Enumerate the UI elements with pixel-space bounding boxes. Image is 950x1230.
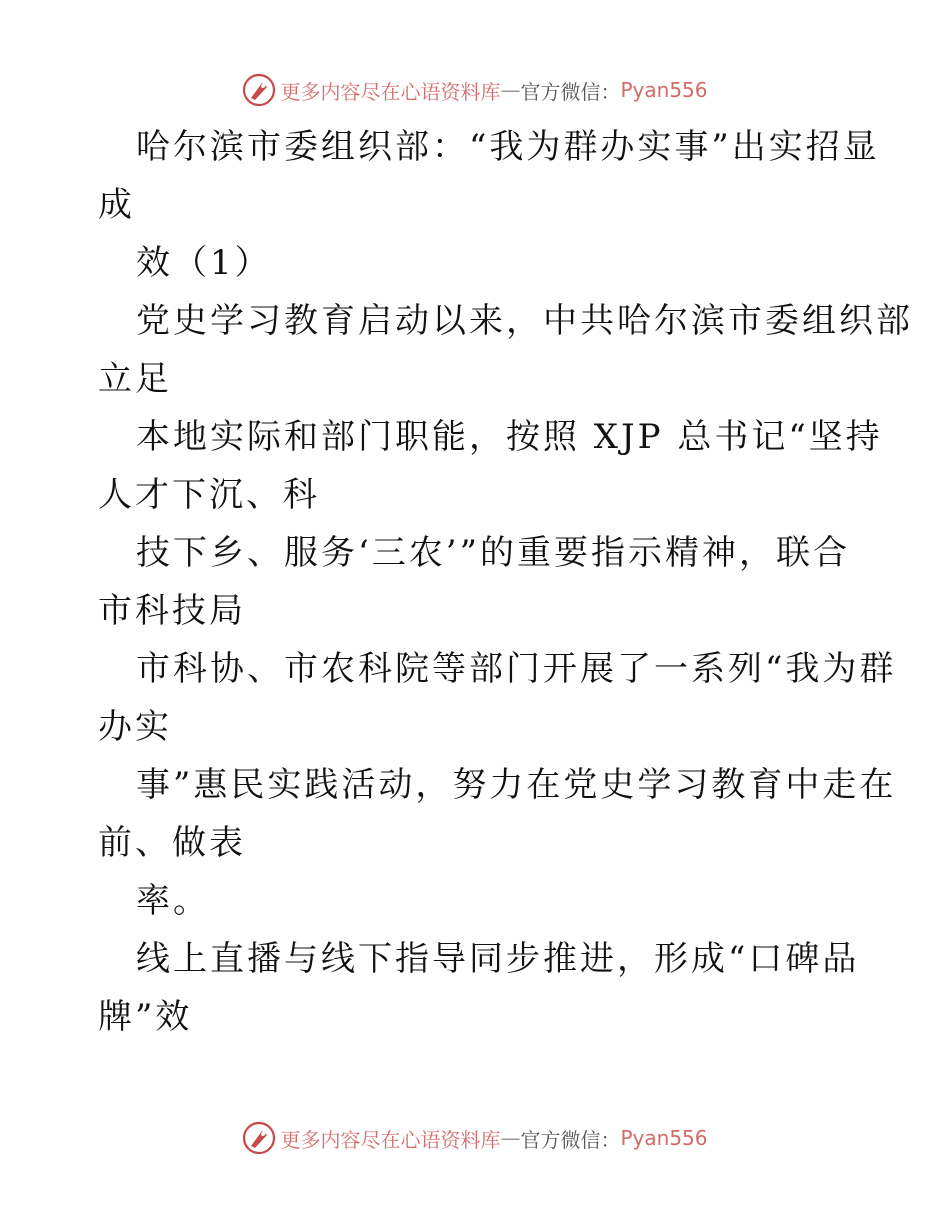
watermark-site-text: 更多内容尽在心语资料库 [280,1127,501,1152]
watermark-dash: — [500,78,521,102]
document-line: 哈尔滨市委组织部：“我为群办实事”出实招显 [136,127,880,167]
document-line: 市科技局 [98,591,246,631]
watermark-id: Pyan556 [620,78,708,102]
document-line: 成 [98,185,135,225]
document-line: 本地实际和部门职能，按照 XJP 总书记“坚持 [136,417,883,457]
watermark-id: Pyan556 [620,1126,708,1150]
watermark-site-text: 更多内容尽在心语资料库 [280,79,501,104]
document-line: 事”惠民实践活动，努力在党史学习教育中走在 [136,765,897,805]
document-line: 立足 [98,359,172,399]
document-line: 牌”效 [98,997,193,1037]
document-line: 率。 [136,881,210,921]
document-line: 市科协、市农科院等部门开展了一系列“我为群 [136,649,897,689]
document-body [98,118,913,1046]
document-line: 线上直播与线下指导同步推进，形成“口碑品 [136,939,860,979]
document-line: 效（1） [136,243,272,283]
watermark-label: 官方微信： [520,79,621,104]
document-line: 党史学习教育启动以来，中共哈尔滨市委组织部 [136,301,913,341]
document-line: 技下乡、服务‘三农’”的重要指示精神，联合 [136,533,850,573]
pen-nib-logo-icon [242,1121,276,1155]
document-line: 办实 [98,707,172,747]
pen-nib-logo-icon [242,73,276,107]
watermark-footer [0,1118,950,1158]
document-line: 前、做表 [98,823,246,863]
watermark-dash: — [500,1126,521,1150]
watermark-header [0,70,950,110]
watermark-label: 官方微信： [520,1127,621,1152]
document-line: 人才下沉、科 [98,475,320,515]
